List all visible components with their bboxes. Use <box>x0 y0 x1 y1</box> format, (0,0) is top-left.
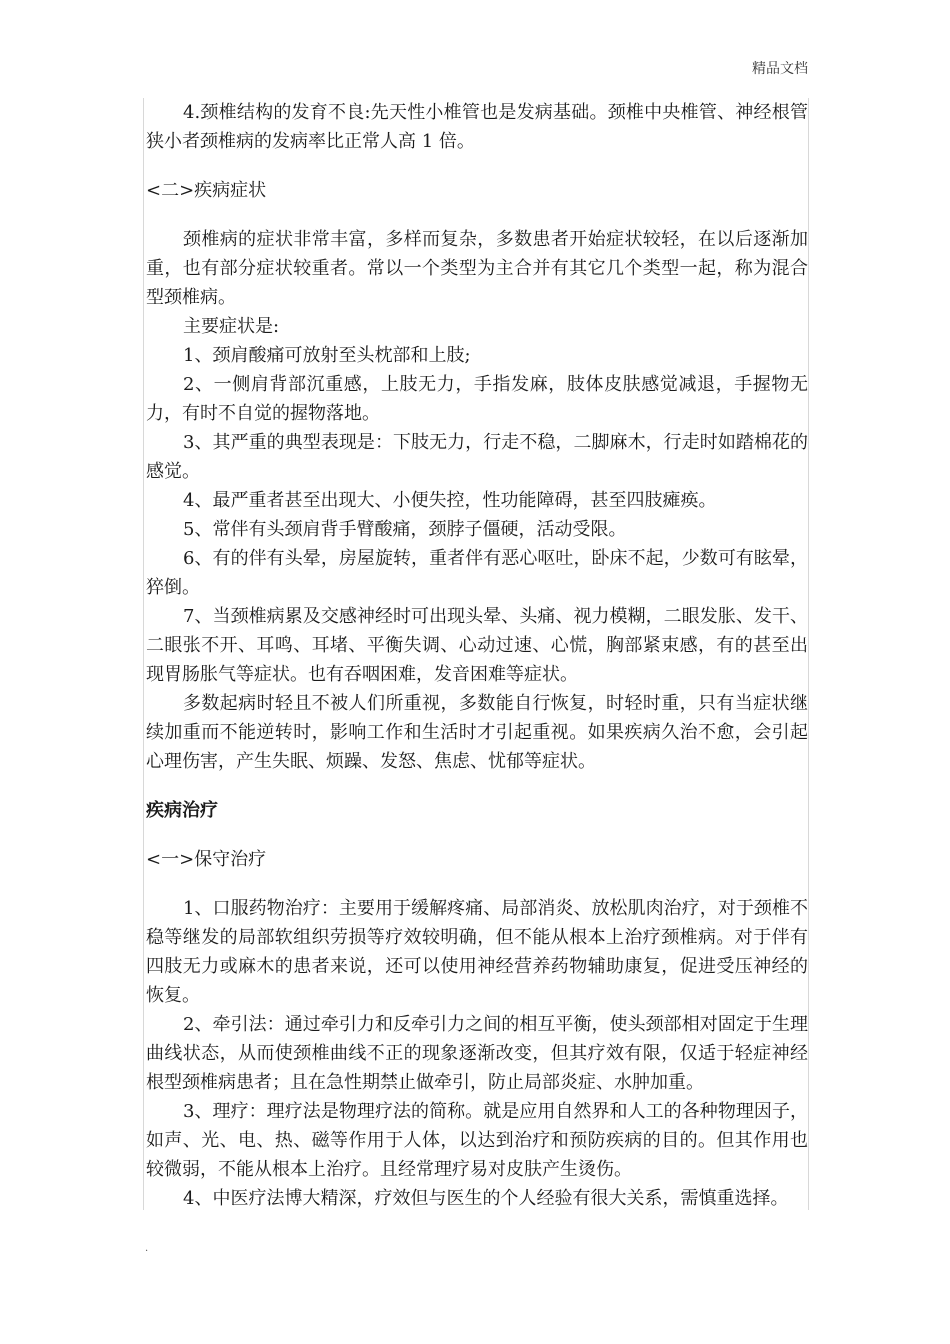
symptom-item-4: 4、最严重者甚至出现大、小便失控，性功能障碍，甚至四肢瘫痪。 <box>183 490 717 511</box>
page-header-label: 精品文档 <box>752 61 808 77</box>
symptom-item-1: 1、颈肩酸痛可放射至头枕部和上肢; <box>183 345 471 366</box>
paragraph-main-symptoms: 主要症状是: <box>183 316 280 337</box>
section-heading-symptoms: <二>疾病症状 <box>146 180 267 201</box>
symptom-item-6: 6、有的伴有头晕，房屋旋转，重者伴有恶心呕吐，卧床不起，少数可有眩晕，猝倒。 <box>146 548 808 598</box>
subsection-heading-conservative: <一>保守治疗 <box>146 849 267 870</box>
treatment-item-1: 1、口服药物治疗：主要用于缓解疼痛、局部消炎、放松肌肉治疗，对于颈椎不稳等继发的局部软组织劳损等疗效较明确，但不能从根本上治疗颈椎病。对于伴有四肢无力或麻木的患者来说，还可以使用神经营养药物辅助康复，促进受压神经的恢复。 <box>146 898 808 1006</box>
symptom-item-7: 7、当颈椎病累及交感神经时可出现头晕、头痛、视力模糊，二眼发胀、发干、二眼张不开、耳鸣、耳堵、平衡失调、心动过速、心慌，胸部紧束感，有的甚至出现胃肠胀气等症状。也有吞咽困难，发音困难等症状。 <box>146 606 808 685</box>
treatment-item-4: 4、中医疗法博大精深，疗效但与医生的个人经验有很大关系，需慎重选择。 <box>183 1188 789 1209</box>
paragraph-onset: 多数起病时轻且不被人们所重视，多数能自行恢复，时轻时重，只有当症状继续加重而不能逆转时，影响工作和生活时才引起重视。如果疾病久治不愈，会引起心理伤害，产生失眠、烦躁、发怒、焦虑、忧郁等症状。 <box>146 693 808 772</box>
symptom-item-3: 3、其严重的典型表现是：下肢无力，行走不稳，二脚麻木，行走时如踏棉花的感觉。 <box>146 432 808 482</box>
symptom-item-5: 5、常伴有头颈肩背手臂酸痛，颈脖子僵硬，活动受限。 <box>183 519 627 540</box>
section-heading-treatment: 疾病治疗 <box>146 800 218 821</box>
footer-dot: . <box>145 1243 149 1254</box>
treatment-item-3: 3、理疗：理疗法是物理疗法的简称。就是应用自然界和人工的各种物理因子，如声、光、电、热、磁等作用于人体，以达到治疗和预防疾病的目的。但其作用也较微弱，不能从根本上治疗。且经常理疗易对皮肤产生烫伤。 <box>146 1101 808 1180</box>
symptom-item-2: 2、一侧肩背部沉重感，上肢无力，手指发麻，肢体皮肤感觉减退，手握物无力，有时不自觉的握物落地。 <box>146 374 808 424</box>
paragraph-symptoms-intro: 颈椎病的症状非常丰富，多样而复杂，多数患者开始症状较轻，在以后逐渐加重，也有部分症状较重者。常以一个类型为主合并有其它几个类型一起，称为混合型颈椎病。 <box>146 229 808 308</box>
treatment-item-2: 2、牵引法：通过牵引力和反牵引力之间的相互平衡，使头颈部相对固定于生理曲线状态，从而使颈椎曲线不正的现象逐渐改变，但其疗效有限，仅适于轻症神经根型颈椎病患者；且在急性期禁止做牵引，防止局部炎症、水肿加重。 <box>146 1014 808 1093</box>
document-body <box>143 98 809 1210</box>
paragraph-cause-4: 4.颈椎结构的发育不良:先天性小椎管也是发病基础。颈椎中央椎管、神经根管狭小者颈椎病的发病率比正常人高 1 倍。 <box>146 102 808 152</box>
